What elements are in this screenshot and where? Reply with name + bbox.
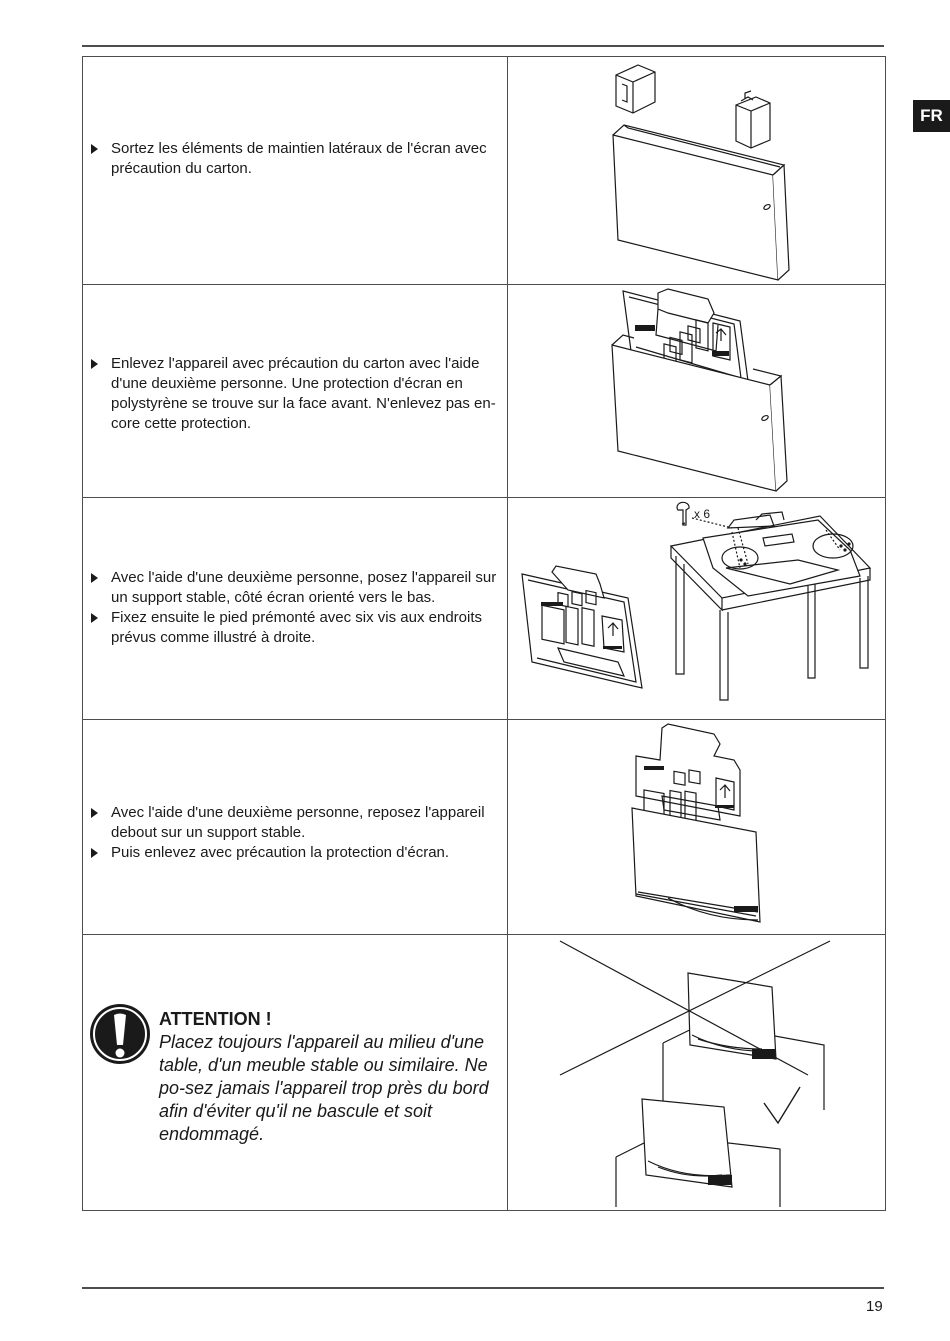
attention-warning xyxy=(83,1007,507,1146)
step-row-5 xyxy=(83,935,886,1211)
step-figure-cell xyxy=(508,720,886,935)
step-bullet: Fixez ensuite le pied prémonté avec six vis aux endroits prévus comme illustré à droite. xyxy=(111,608,501,648)
language-tab: FR xyxy=(913,100,950,132)
step-bullet: Enlevez l'appareil avec précaution du carton avec l'aide d'une deuxième personne. Une protection d'écran en polystyrène se trouve sur la face avant. N'enlevez pas en-core cette protection. xyxy=(111,354,501,434)
step-figure-cell xyxy=(508,498,886,720)
step-figure-cell xyxy=(508,935,886,1211)
step-text-cell xyxy=(83,57,508,285)
screw-count-label: x 6 xyxy=(694,507,711,521)
step-figure-cell xyxy=(508,57,886,285)
step-row-2 xyxy=(83,285,886,498)
stand-on-table-illustration xyxy=(508,498,885,719)
step-text-cell xyxy=(83,720,508,935)
placement-wrong-right-illustration xyxy=(508,935,885,1210)
warning-title: ATTENTION ! xyxy=(159,1009,272,1029)
step-bullet: Puis enlevez avec précaution la protection d'écran. xyxy=(111,843,501,863)
page-number: 19 xyxy=(866,1298,883,1315)
warning-text: Placez toujours l'appareil au milieu d'une table, d'un meuble stable ou similaire. Ne po-sez jamais l'appareil trop près du bord afin d'éviter qu'il ne bascule et soit endommagé. xyxy=(159,1032,489,1144)
tv-lifted-from-box-illustration xyxy=(508,285,885,497)
box-side-holders-illustration xyxy=(508,57,885,284)
exclamation-icon xyxy=(89,1003,151,1065)
step-bullet: Avec l'aide d'une deuxième personne, posez l'appareil sur un support stable, côté écran orienté vers le bas. xyxy=(111,568,501,608)
header-rule xyxy=(82,45,884,47)
step-row-1 xyxy=(83,57,886,285)
step-bullet: Sortez les éléments de maintien latéraux de l'écran avec précaution du carton. xyxy=(111,139,501,179)
step-text-cell xyxy=(83,935,508,1211)
step-bullet: Avec l'aide d'une deuxième personne, reposez l'appareil debout sur un support stable. xyxy=(111,803,501,843)
step-text-cell xyxy=(83,498,508,720)
step-row-4 xyxy=(83,720,886,935)
steps-table xyxy=(82,56,886,1211)
footer-rule xyxy=(82,1287,884,1289)
step-text-cell xyxy=(83,285,508,498)
step-row-3 xyxy=(83,498,886,720)
step-figure-cell xyxy=(508,285,886,498)
tv-standing-illustration xyxy=(508,720,885,934)
